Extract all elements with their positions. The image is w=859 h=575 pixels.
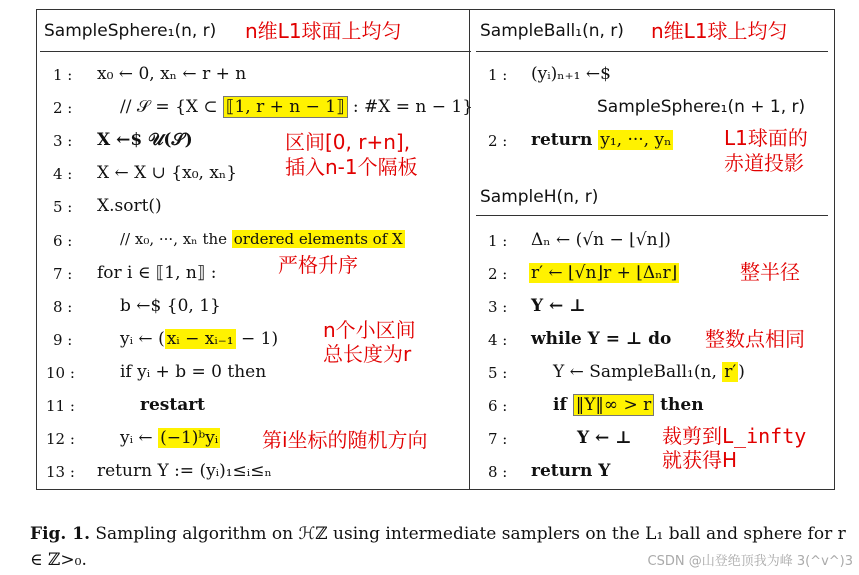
text-segment: yᵢ ← ( xyxy=(120,329,165,349)
text-segment: // x₀, ···, xₙ the xyxy=(120,230,232,248)
ball-title-rule xyxy=(476,51,828,52)
line-number: 2 : xyxy=(488,132,508,150)
algo-line: X ← X ∪ {x₀, xₙ} xyxy=(97,163,238,183)
highlight: r′ xyxy=(724,362,737,382)
partition-annotation: 插入n-1个隔板 xyxy=(285,155,418,179)
algo-line: return Y := (yᵢ)₁≤ᵢ≤ₙ xyxy=(97,461,272,481)
highlight: r′ ← ⌊√n⌋r + ⌊Δₙr⌋ xyxy=(531,263,678,283)
algo-line: X.sort() xyxy=(97,196,162,216)
line-number: 6 : xyxy=(53,232,73,250)
algo-line: SampleSphere₁(n + 1, r) xyxy=(597,97,806,117)
text-segment: Y ← SampleBall₁(n, xyxy=(553,362,723,382)
highlight: ordered elements of X xyxy=(233,230,403,248)
line-number: 1 : xyxy=(53,66,73,84)
sphere-title-rule xyxy=(40,51,471,52)
algo-line xyxy=(529,263,679,283)
algo-line xyxy=(120,97,473,117)
sample-sphere-title: SampleSphere₁(n, r) xyxy=(44,21,217,41)
clip-annotation-1: 裁剪到L_infty xyxy=(662,424,807,448)
text-segment: yᵢ ← xyxy=(120,428,159,448)
algo-line: while Y = ⊥ do xyxy=(531,329,672,349)
algo-line xyxy=(120,230,405,248)
highlight: (−1)ᵇyᵢ xyxy=(160,428,219,448)
algo-line: Δₙ ← (√n − ⌊√n⌋) xyxy=(531,230,671,250)
sample-h-title: SampleH(n, r) xyxy=(480,187,599,207)
line-number: 4 : xyxy=(488,331,508,349)
small-intervals-annotation: n个小区间 xyxy=(323,318,416,342)
line-number: 2 : xyxy=(488,265,508,283)
line-number: 2 : xyxy=(53,99,73,117)
text-segment: : #X = n − 1} xyxy=(347,97,474,117)
line-number: 5 : xyxy=(488,364,508,382)
line-number: 7 : xyxy=(53,265,73,283)
line-number: 1 : xyxy=(488,66,508,84)
algo-line: for i ∈ ⟦1, n⟧ : xyxy=(97,263,217,283)
line-number: 5 : xyxy=(53,198,73,216)
caption-text: Sampling algorithm on ℋℤ using intermediate samplers on the L₁ ball and sphere for r ∈ ℤ>₀. xyxy=(30,524,846,570)
highlight: xᵢ − xᵢ₋₁ xyxy=(166,329,234,349)
clip-annotation-2: 就获得H xyxy=(662,448,738,472)
algo-line: Y ← ⊥ xyxy=(531,296,586,316)
highlight: ‖Y‖∞ > r xyxy=(573,394,655,416)
line-number: 1 : xyxy=(488,232,508,250)
line-number: 8 : xyxy=(488,463,508,481)
ascending-annotation: 严格升序 xyxy=(278,253,358,277)
line-number: 10 : xyxy=(46,364,75,382)
line-number: 11 : xyxy=(46,397,75,415)
ball-title-annotation: n维L1球上均匀 xyxy=(651,19,788,43)
highlight: y₁, ···, yₙ xyxy=(600,130,672,150)
algo-line xyxy=(120,329,278,349)
sample-ball-title: SampleBall₁(n, r) xyxy=(480,21,624,41)
algo-line: X ←$ 𝒰(𝒮) xyxy=(97,130,193,150)
int-points-annotation: 整数点相同 xyxy=(705,327,805,351)
line-number: 6 : xyxy=(488,397,508,415)
text-segment: then xyxy=(654,395,704,415)
text-segment: − 1) xyxy=(235,329,279,349)
line-number: 4 : xyxy=(53,165,73,183)
line-number: 3 : xyxy=(53,132,73,150)
int-radius-annotation: 整半径 xyxy=(740,260,800,284)
h-title-rule xyxy=(476,215,828,216)
text-segment: // 𝒮 = {X ⊂ xyxy=(120,97,224,117)
text-segment: return xyxy=(531,130,599,150)
algo-line xyxy=(120,428,220,448)
column-divider xyxy=(469,9,470,490)
algo-line xyxy=(553,362,745,382)
algo-line: (yᵢ)ₙ₊₁ ←$ xyxy=(531,64,611,84)
caption-label: Fig. 1. xyxy=(30,524,90,544)
algo-line: x₀ ← 0, xₙ ← r + n xyxy=(97,64,247,84)
algo-line: if yᵢ + b = 0 then xyxy=(120,362,267,382)
algo-line xyxy=(531,130,673,150)
algo-line: Y ← ⊥ xyxy=(577,428,632,448)
sphere-title-annotation: n维L1球面上均匀 xyxy=(245,19,402,43)
algo-line: b ←$ {0, 1} xyxy=(120,296,221,316)
algo-line: return Y xyxy=(531,461,611,481)
algo-line xyxy=(553,395,704,415)
interval-annotation: 区间[0, r+n], xyxy=(285,130,411,154)
direction-annotation: 第i坐标的随机方向 xyxy=(262,428,428,452)
line-number: 3 : xyxy=(488,298,508,316)
projection-annotation-2: 赤道投影 xyxy=(724,151,804,175)
highlight: ⟦1, r + n − 1⟧ xyxy=(223,96,347,118)
projection-annotation-1: L1球面的 xyxy=(724,126,808,150)
text-segment: if xyxy=(553,395,573,415)
line-number: 9 : xyxy=(53,331,73,349)
watermark: CSDN @山登绝顶我为峰 3(^v^)3 xyxy=(647,554,853,569)
line-number: 8 : xyxy=(53,298,73,316)
line-number: 7 : xyxy=(488,430,508,448)
total-length-annotation: 总长度为r xyxy=(323,342,412,366)
line-number: 12 : xyxy=(46,430,75,448)
text-segment: ) xyxy=(738,362,745,382)
algo-line: restart xyxy=(140,395,206,415)
line-number: 13 : xyxy=(46,463,75,481)
